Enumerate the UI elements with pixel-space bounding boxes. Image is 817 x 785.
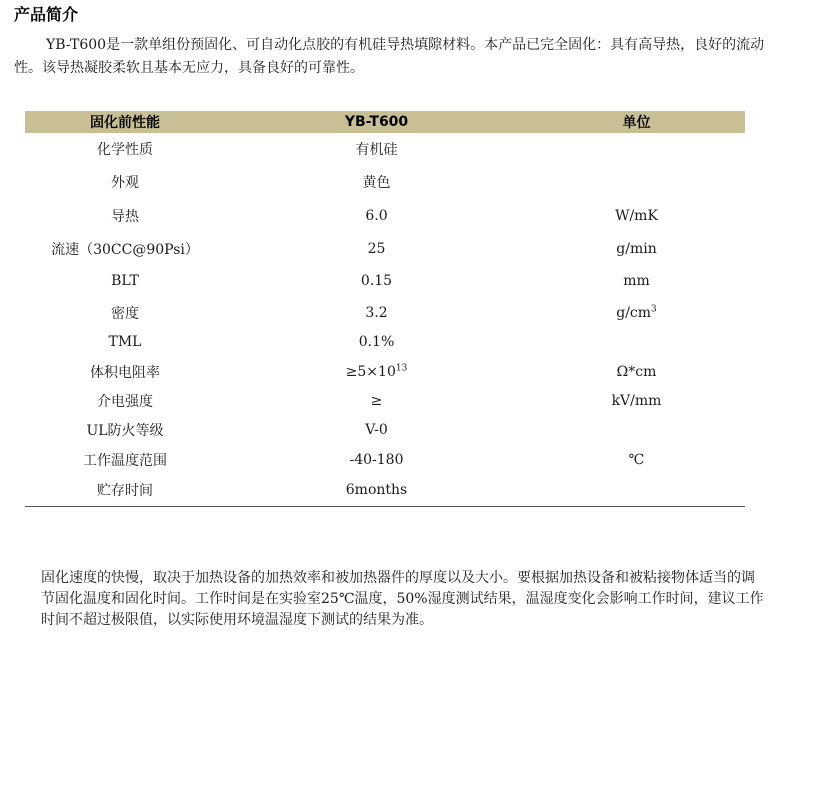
- unit-text: Ω*cm: [616, 363, 657, 380]
- value-text: ≥: [370, 393, 383, 409]
- unit-text: kV/mm: [611, 393, 662, 409]
- table-row: [25, 474, 745, 506]
- property-unit: [528, 415, 745, 445]
- value-text: 黄色: [362, 175, 391, 191]
- value-text: 有机硅: [355, 142, 398, 158]
- table-row: [25, 133, 745, 165]
- unit-text: mm: [623, 273, 650, 289]
- property-unit: [528, 387, 745, 415]
- spec-table: [25, 111, 745, 507]
- property-unit: [528, 445, 745, 474]
- property-name: 介电强度: [97, 394, 153, 410]
- property-value: [225, 387, 528, 415]
- value-text: 6.0: [365, 207, 388, 224]
- property-name: 外观: [111, 175, 139, 191]
- unit-text: W/mK: [615, 207, 658, 224]
- table-row: [25, 387, 745, 415]
- value-text: 0.15: [360, 273, 393, 289]
- property-name: 体积电阻率: [90, 364, 160, 381]
- header-unit: 单位: [528, 111, 745, 133]
- unit-text: g/min: [616, 240, 657, 257]
- property-value: [225, 232, 528, 265]
- property-unit: [528, 133, 745, 165]
- property-name: BLT: [111, 273, 139, 289]
- property-unit: [528, 232, 745, 265]
- table-row: [25, 328, 745, 356]
- property-name: 导热: [111, 208, 139, 225]
- property-unit: [528, 474, 745, 506]
- property-name: 化学性质: [97, 142, 153, 158]
- property-value: [225, 328, 528, 356]
- table-row: [25, 356, 745, 387]
- property-value: [225, 199, 528, 232]
- section-title: 产品简介: [14, 5, 79, 24]
- table-row: [25, 297, 745, 328]
- table-row: [25, 445, 745, 474]
- property-name: UL防火等级: [86, 423, 164, 439]
- value-text: ≥5×10: [345, 363, 396, 380]
- property-unit: [528, 165, 745, 199]
- property-unit: [528, 265, 745, 297]
- property-value: [225, 265, 528, 297]
- table-row: [25, 265, 745, 297]
- property-unit: [528, 328, 745, 356]
- table-row: [25, 415, 745, 445]
- property-value: [225, 445, 528, 474]
- property-unit: [528, 356, 745, 387]
- property-unit: [528, 199, 745, 232]
- value-exponent: 13: [395, 362, 408, 373]
- value-text: 3.2: [365, 304, 388, 321]
- property-unit: [528, 297, 745, 328]
- property-value: [225, 165, 528, 199]
- property-value: [225, 356, 528, 387]
- header-product: YB-T600: [225, 111, 528, 133]
- value-text: -40-180: [349, 451, 404, 468]
- table-row: [25, 199, 745, 232]
- table-row: [25, 232, 745, 265]
- property-value: [225, 474, 528, 506]
- property-value: [225, 297, 528, 328]
- header-property: 固化前性能: [25, 111, 225, 133]
- property-name: 工作温度范围: [83, 452, 167, 469]
- value-text: 25: [367, 240, 386, 257]
- property-value: [225, 415, 528, 445]
- value-text: 6months: [345, 481, 408, 498]
- table-body: [25, 133, 745, 506]
- property-name: TML: [108, 334, 142, 350]
- value-text: 0.1%: [358, 334, 395, 350]
- property-name: 密度: [111, 305, 139, 322]
- note-paragraph: 固化速度的快慢，取决于加热设备的加热效率和被加热器件的厚度以及大小。要根据加热设备和被粘接物体适当的调节固化温度和固化时间。工作时间是在实验室25℃温度，50%湿度测试结果，温湿度变化会影响工作时间，建议工作时间不超过极限值，以实际使用环境温湿度下测试的结果为准。: [41, 570, 764, 628]
- property-name: 流速（30CC@90Psi）: [51, 241, 199, 258]
- property-name: 贮存时间: [25, 474, 225, 506]
- table-header-row: [25, 111, 745, 133]
- value-text: V-0: [365, 422, 388, 438]
- unit-exponent: 3: [651, 303, 657, 314]
- property-value: [225, 133, 528, 165]
- table-row: [25, 165, 745, 199]
- unit-text: ℃: [628, 451, 645, 468]
- intro-paragraph: YB-T600是一款单组份预固化、可自动化点胶的有机硅导热填隙材料。本产品已完全固化：具有高导热，良好的流动性。该导热凝胶柔软且基本无应力，具备良好的可靠性。: [14, 37, 765, 76]
- unit-text: g/cm: [616, 304, 652, 321]
